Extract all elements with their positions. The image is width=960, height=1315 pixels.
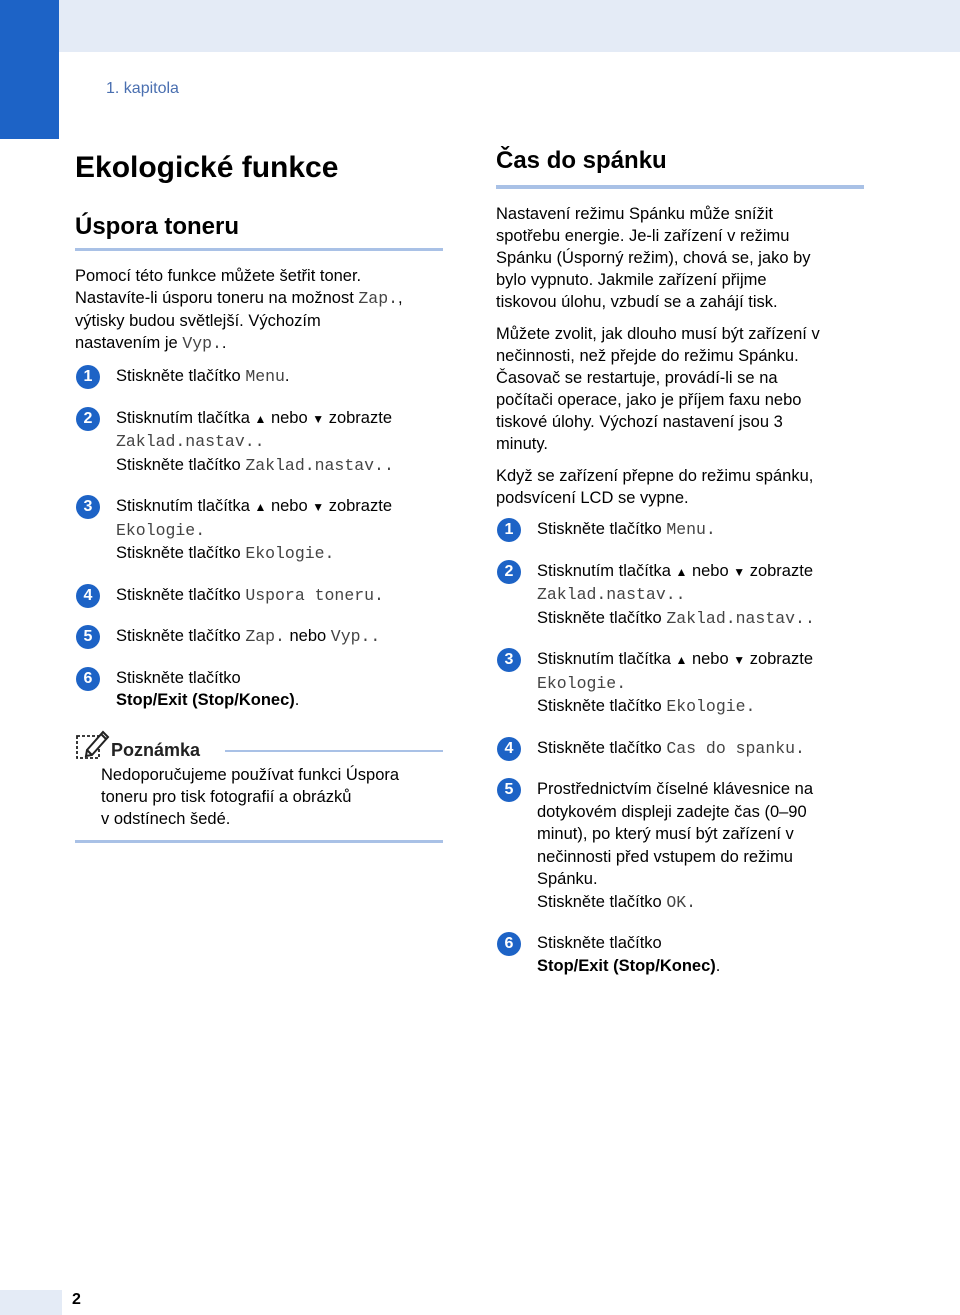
left-column <box>75 140 443 843</box>
up-arrow-icon: ▲ <box>675 564 688 579</box>
step-item: 3 Stisknutím tlačítka ▲ nebo ▼ zobrazte Ekologie. Stiskněte tlačítko Ekologie. <box>75 495 443 566</box>
sleep-paragraph-1: Nastavení režimu Spánku může snížit spotřebu energie. Je-li zařízení v režimu Spánku (Úsporný režim), chová se, jako by bylo vypnuto. Jakmile zařízení přijme tiskovou úlohu, vzbudí se a zahájí tisk. <box>496 205 811 311</box>
sleep-paragraph-3: Když se zařízení přepne do režimu spánku, podsvícení LCD se vypne. <box>496 467 814 507</box>
down-arrow-icon: ▼ <box>733 564 746 579</box>
section-heading-sleep: Čas do spánku <box>496 146 864 189</box>
step-number-badge: 4 <box>497 737 521 761</box>
step-number-badge: 1 <box>76 365 100 389</box>
up-arrow-icon: ▲ <box>254 411 267 426</box>
right-column <box>496 140 864 977</box>
step-item: 2 Stisknutím tlačítka ▲ nebo ▼ zobrazte Zaklad.nastav.. Stiskněte tlačítko Zaklad.nastav.. <box>496 560 864 631</box>
note-text: Nedoporučujeme používat funkci Úspora toneru pro tisk fotografií a obrázků v odstínech šedé. <box>101 765 400 828</box>
down-arrow-icon: ▼ <box>733 653 746 667</box>
page-number: 2 <box>72 1291 81 1308</box>
step-item: 4 Stiskněte tlačítko Uspora toneru. <box>75 584 443 608</box>
page-number-tab <box>0 1290 62 1315</box>
chapter-label: 1. kapitola <box>106 80 179 97</box>
sleep-steps <box>496 518 864 977</box>
step-number-badge: 3 <box>76 495 100 519</box>
section-heading-toner: Úspora toneru <box>75 212 443 251</box>
step-number-badge: 5 <box>497 778 521 802</box>
step-item: 6 Stiskněte tlačítko Stop/Exit (Stop/Konec). <box>496 932 864 977</box>
step-item: 5 Stiskněte tlačítko Zap. nebo Vyp.. <box>75 625 443 649</box>
header-bar <box>0 0 960 52</box>
step-item: 4 Stiskněte tlačítko Cas do spanku. <box>496 737 864 761</box>
note-divider <box>225 750 443 752</box>
step-item: 6 Stiskněte tlačítko Stop/Exit (Stop/Konec). <box>75 667 443 712</box>
step-number-badge: 1 <box>497 518 521 542</box>
note-header <box>75 734 443 764</box>
intro-paragraph: Pomocí této funkce můžete šetřit toner. Nastavíte-li úsporu toneru na možnost Zap., výtisky budou světlejší. Výchozím nastavením je Vyp.. <box>75 267 403 353</box>
step-item: 3 Stisknutím tlačítka ▲ nebo ▼ zobrazte Ekologie. Stiskněte tlačítko Ekologie. <box>496 648 864 719</box>
step-number-badge: 6 <box>497 932 521 956</box>
step-item: 1 Stiskněte tlačítko Menu. <box>496 518 864 542</box>
sleep-paragraph-2: Můžete zvolit, jak dlouho musí být zařízení v nečinnosti, než přejde do režimu Spánku. Časovač se restartuje, provádí-li se na počítači operace, jako je příjem faxu nebo tiskové úlohy. Výchozí nastavení jsou 3 minuty. <box>496 325 820 453</box>
page-title: Ekologické funkce <box>75 151 339 184</box>
chapter-tab <box>0 0 59 139</box>
toner-steps <box>75 365 443 712</box>
up-arrow-icon: ▲ <box>675 653 688 667</box>
down-arrow-icon: ▼ <box>312 411 325 426</box>
down-arrow-icon: ▼ <box>312 500 325 514</box>
note-title: Poznámka <box>111 739 201 760</box>
note-box <box>75 734 443 843</box>
step-number-badge: 4 <box>76 584 100 608</box>
step-item: 1 Stiskněte tlačítko Menu. <box>75 365 443 389</box>
step-item: 5 Prostřednictvím číselné klávesnice na dotykovém displeji zadejte čas (0–90 minut), po který musí být zařízení v nečinnosti před vstupem do režimu Spánku. Stiskněte tlačítko OK. <box>496 778 864 914</box>
step-item: 2 Stisknutím tlačítka ▲ nebo ▼ zobrazte Zaklad.nastav.. Stiskněte tlačítko Zaklad.nastav.. <box>75 407 443 478</box>
step-number-badge: 2 <box>497 560 521 584</box>
step-number-badge: 2 <box>76 407 100 431</box>
step-number-badge: 6 <box>76 667 100 691</box>
step-number-badge: 3 <box>497 648 521 672</box>
step-number-badge: 5 <box>76 625 100 649</box>
up-arrow-icon: ▲ <box>254 500 267 514</box>
pencil-note-icon <box>75 728 111 762</box>
